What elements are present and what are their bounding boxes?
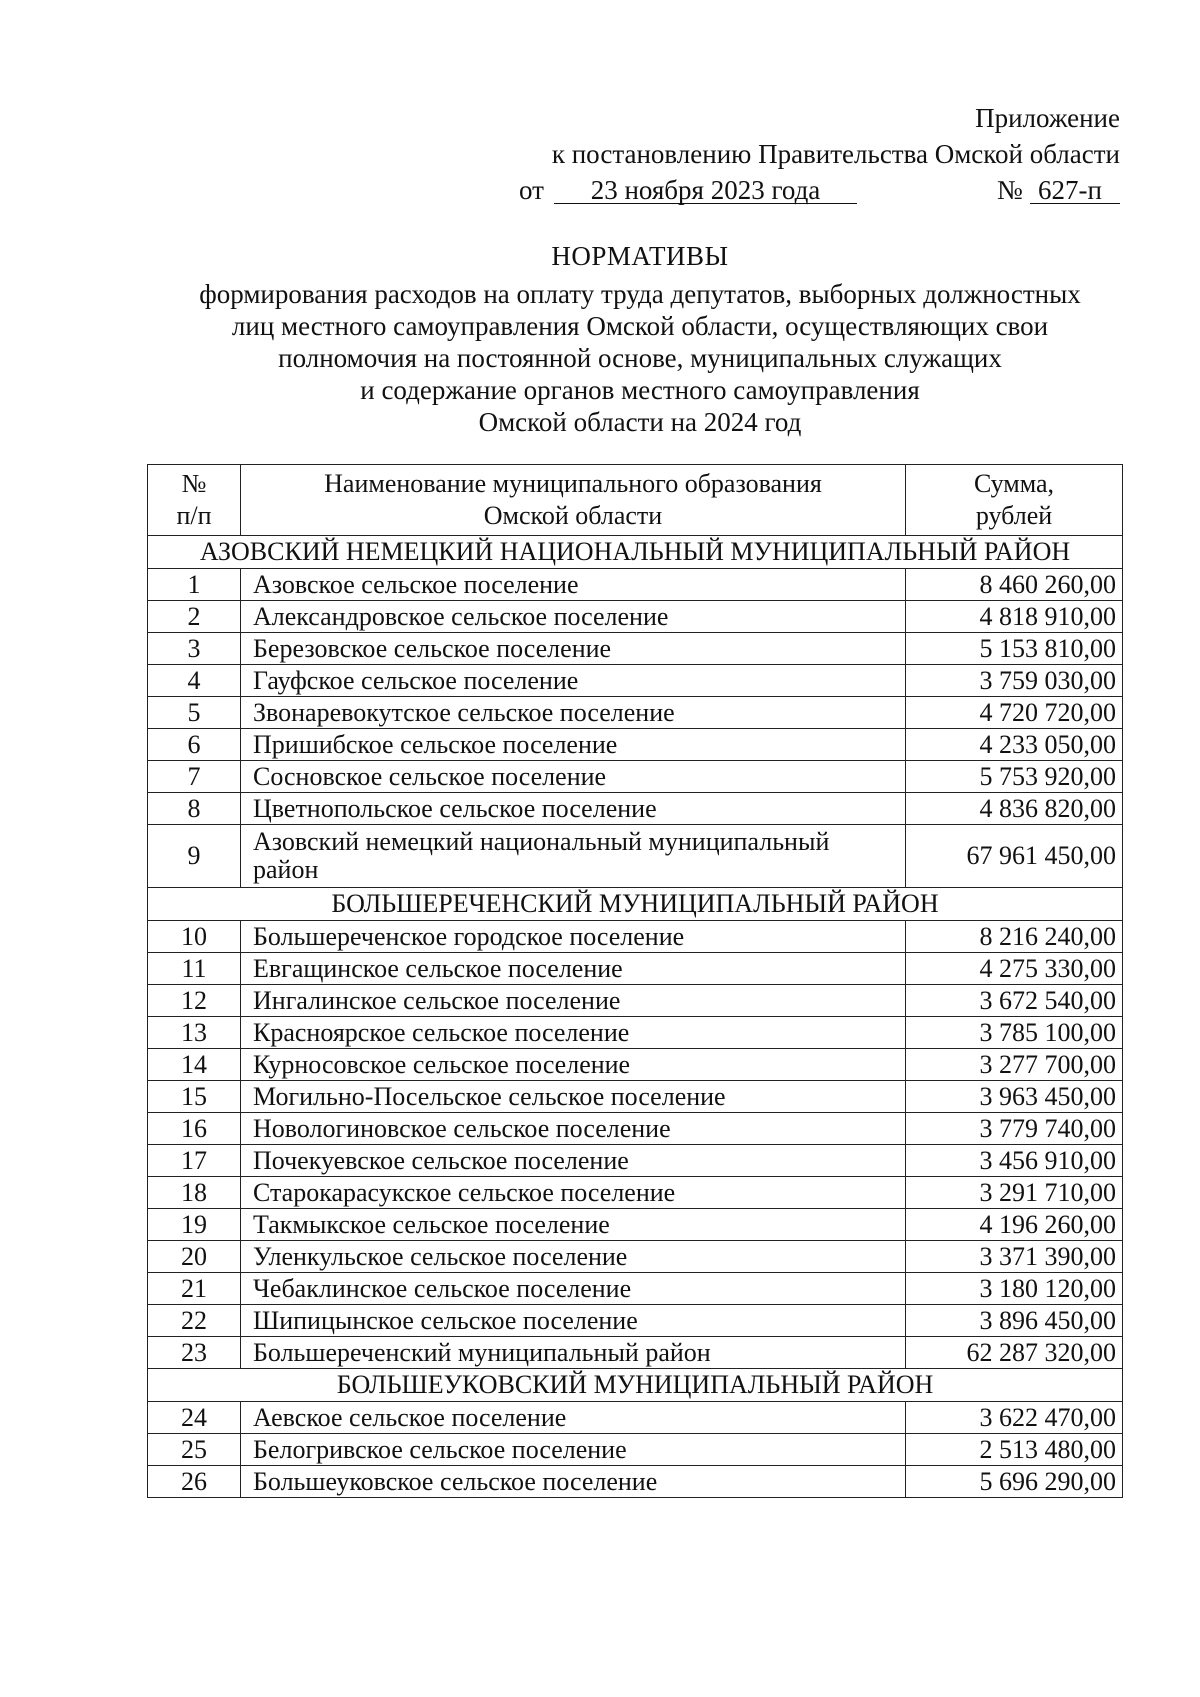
section-title: АЗОВСКИЙ НЕМЕЦКИЙ НАЦИОНАЛЬНЫЙ МУНИЦИПАЛЬНЫЙ РАЙОН (148, 536, 1123, 569)
column-header-text: Наименование муниципального образования (324, 469, 822, 498)
row-number: 24 (148, 1402, 241, 1434)
resolution-date: 23 ноября 2023 года (590, 175, 821, 205)
row-sum: 3 371 390,00 (906, 1241, 1123, 1273)
row-name (241, 825, 906, 888)
table-header-row (148, 465, 1123, 536)
table-row (148, 601, 1123, 633)
row-number: 22 (148, 1305, 241, 1337)
row-name: Большереченское городское поселение (241, 921, 906, 953)
row-sum: 3 622 470,00 (906, 1402, 1123, 1434)
column-header-text: п/п (176, 501, 212, 530)
row-number: 4 (148, 665, 241, 697)
row-number: 9 (148, 825, 241, 888)
row-sum: 4 720 720,00 (906, 697, 1123, 729)
row-name: Гауфское сельское поселение (241, 665, 906, 697)
row-name: Цветнопольское сельское поселение (241, 793, 906, 825)
column-header-sum (906, 465, 1123, 536)
row-sum: 4 196 260,00 (906, 1209, 1123, 1241)
row-sum: 3 896 450,00 (906, 1305, 1123, 1337)
appendix-header (470, 100, 1120, 208)
section-row (148, 536, 1123, 569)
title-line: формирования расходов на оплату труда депутатов, выборных должностных (199, 279, 1081, 309)
number-sign: № (997, 175, 1023, 205)
row-number: 3 (148, 633, 241, 665)
row-sum: 3 456 910,00 (906, 1145, 1123, 1177)
row-number: 13 (148, 1017, 241, 1049)
row-name-line: район (253, 855, 319, 884)
row-number: 21 (148, 1273, 241, 1305)
table-row (148, 1209, 1123, 1241)
table-row (148, 1434, 1123, 1466)
row-number: 23 (148, 1337, 241, 1369)
column-header-number (148, 465, 241, 536)
table-row (148, 1466, 1123, 1498)
row-number: 14 (148, 1049, 241, 1081)
column-header-text: № (181, 469, 207, 498)
row-number: 12 (148, 985, 241, 1017)
table-row (148, 1049, 1123, 1081)
title-line: лиц местного самоуправления Омской области, осуществляющих свои (231, 311, 1049, 341)
row-name: Сосновское сельское поселение (241, 761, 906, 793)
from-label: от (519, 175, 544, 205)
row-number: 10 (148, 921, 241, 953)
row-sum: 3 759 030,00 (906, 665, 1123, 697)
row-name: Старокарасукское сельское поселение (241, 1177, 906, 1209)
norms-table (147, 464, 1123, 1498)
row-number: 17 (148, 1145, 241, 1177)
column-header-text: Сумма, (973, 469, 1055, 498)
row-name: Звонаревокутское сельское поселение (241, 697, 906, 729)
document-title (100, 240, 1180, 438)
row-name: Азовское сельское поселение (241, 569, 906, 601)
title-heading: НОРМАТИВЫ (551, 241, 729, 271)
row-sum: 5 753 920,00 (906, 761, 1123, 793)
column-header-name (241, 465, 906, 536)
table-row (148, 761, 1123, 793)
row-name: Уленкульское сельское поселение (241, 1241, 906, 1273)
row-number: 25 (148, 1434, 241, 1466)
row-number: 6 (148, 729, 241, 761)
row-sum: 4 818 910,00 (906, 601, 1123, 633)
title-line: полномочия на постоянной основе, муниципальных служащих (278, 343, 1002, 373)
row-sum: 3 180 120,00 (906, 1273, 1123, 1305)
row-number: 5 (148, 697, 241, 729)
row-sum: 3 779 740,00 (906, 1113, 1123, 1145)
row-number: 11 (148, 953, 241, 985)
row-name: Такмыкское сельское поселение (241, 1209, 906, 1241)
table-row (148, 1081, 1123, 1113)
row-number: 8 (148, 793, 241, 825)
row-name: Могильно-Посельское сельское поселение (241, 1081, 906, 1113)
table-row (148, 793, 1123, 825)
row-sum: 4 275 330,00 (906, 953, 1123, 985)
table-row (148, 633, 1123, 665)
section-title: БОЛЬШЕРЕЧЕНСКИЙ МУНИЦИПАЛЬНЫЙ РАЙОН (148, 888, 1123, 921)
title-line: и содержание органов местного самоуправления (360, 375, 920, 405)
row-number: 26 (148, 1466, 241, 1498)
table-row (148, 1241, 1123, 1273)
table-row (148, 569, 1123, 601)
row-sum: 62 287 320,00 (906, 1337, 1123, 1369)
row-name: Ингалинское сельское поселение (241, 985, 906, 1017)
row-sum: 4 836 820,00 (906, 793, 1123, 825)
table-row (148, 729, 1123, 761)
row-sum: 3 785 100,00 (906, 1017, 1123, 1049)
row-name-line: Азовский немецкий национальный муниципальный (253, 827, 830, 856)
row-name: Курносовское сельское поселение (241, 1049, 906, 1081)
table-row (148, 697, 1123, 729)
row-number: 15 (148, 1081, 241, 1113)
appendix-label: Приложение (975, 103, 1120, 133)
table-row (148, 1145, 1123, 1177)
row-number: 19 (148, 1209, 241, 1241)
row-sum: 8 460 260,00 (906, 569, 1123, 601)
table-row (148, 1402, 1123, 1434)
section-row (148, 888, 1123, 921)
table-row (148, 953, 1123, 985)
table-row (148, 665, 1123, 697)
table-row (148, 921, 1123, 953)
resolution-date-line (470, 172, 1120, 208)
section-title: БОЛЬШЕУКОВСКИЙ МУНИЦИПАЛЬНЫЙ РАЙОН (148, 1369, 1123, 1402)
row-sum: 67 961 450,00 (906, 825, 1123, 888)
table-row (148, 1177, 1123, 1209)
row-sum: 8 216 240,00 (906, 921, 1123, 953)
row-number: 20 (148, 1241, 241, 1273)
row-name: Пришибское сельское поселение (241, 729, 906, 761)
table-row (148, 1017, 1123, 1049)
column-header-text: Омской области (483, 501, 663, 530)
row-sum: 4 233 050,00 (906, 729, 1123, 761)
table-row (148, 1113, 1123, 1145)
row-number: 7 (148, 761, 241, 793)
row-name: Аевское сельское поселение (241, 1402, 906, 1434)
row-number: 1 (148, 569, 241, 601)
table-row (148, 1273, 1123, 1305)
row-sum: 5 696 290,00 (906, 1466, 1123, 1498)
row-name: Большереченский муниципальный район (241, 1337, 906, 1369)
title-line: Омской области на 2024 год (478, 407, 802, 437)
table-row (148, 1337, 1123, 1369)
section-row (148, 1369, 1123, 1402)
row-sum: 3 672 540,00 (906, 985, 1123, 1017)
resolution-number: 627-п (1038, 175, 1102, 205)
resolution-reference: к постановлению Правительства Омской области (551, 139, 1120, 169)
row-name: Березовское сельское поселение (241, 633, 906, 665)
table-row (148, 825, 1123, 888)
column-header-text: рублей (975, 501, 1053, 530)
row-name: Шипицынское сельское поселение (241, 1305, 906, 1337)
row-sum: 2 513 480,00 (906, 1434, 1123, 1466)
row-sum: 3 277 700,00 (906, 1049, 1123, 1081)
row-name: Александровское сельское поселение (241, 601, 906, 633)
row-name: Почекуевское сельское поселение (241, 1145, 906, 1177)
row-name: Евгащинское сельское поселение (241, 953, 906, 985)
row-sum: 3 963 450,00 (906, 1081, 1123, 1113)
row-name: Чебаклинское сельское поселение (241, 1273, 906, 1305)
table-row (148, 985, 1123, 1017)
row-number: 16 (148, 1113, 241, 1145)
row-sum: 3 291 710,00 (906, 1177, 1123, 1209)
row-name: Красноярское сельское поселение (241, 1017, 906, 1049)
row-name: Новологиновское сельское поселение (241, 1113, 906, 1145)
row-sum: 5 153 810,00 (906, 633, 1123, 665)
row-number: 18 (148, 1177, 241, 1209)
row-name: Белогривское сельское поселение (241, 1434, 906, 1466)
row-name: Большеуковское сельское поселение (241, 1466, 906, 1498)
table-row (148, 1305, 1123, 1337)
row-number: 2 (148, 601, 241, 633)
